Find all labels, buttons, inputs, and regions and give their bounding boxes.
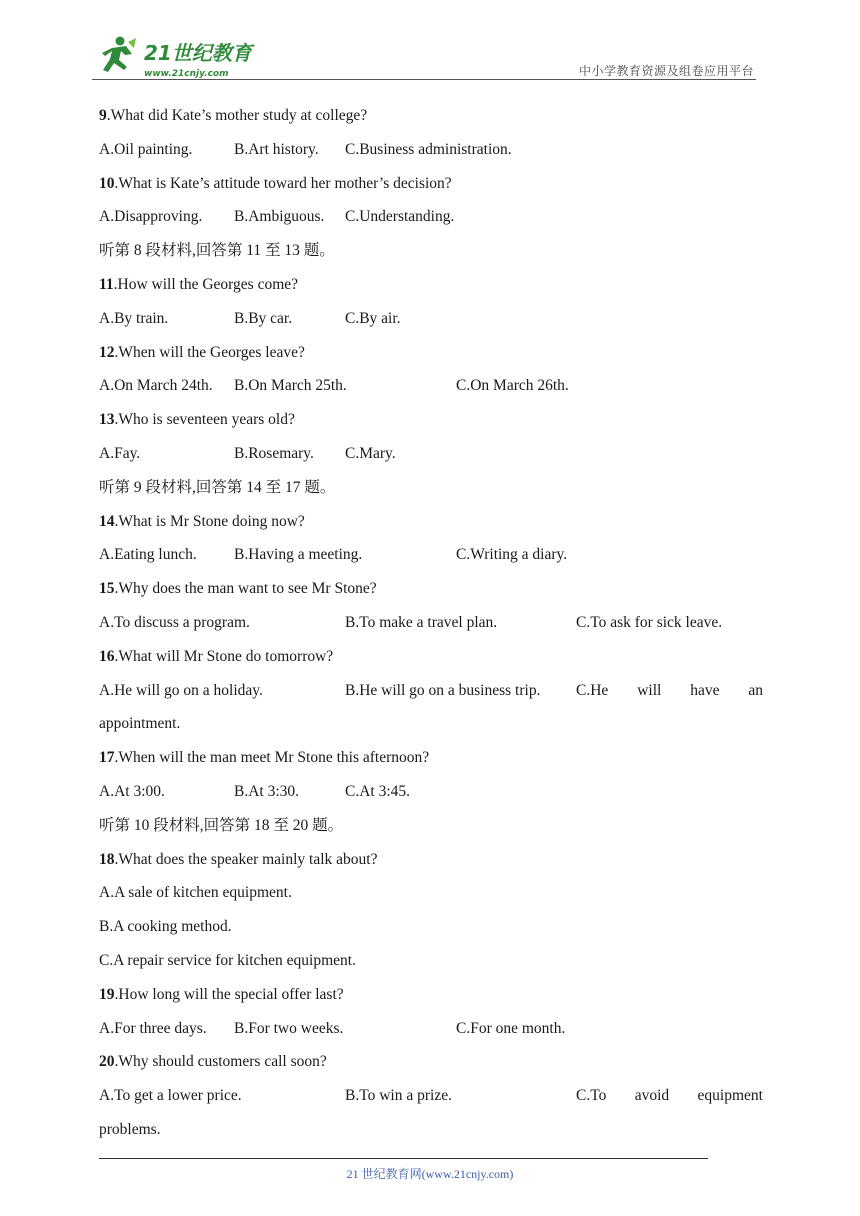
question-text: .What is Mr Stone doing now? bbox=[114, 512, 305, 530]
option-row bbox=[99, 304, 763, 338]
question-stem bbox=[99, 405, 763, 439]
question-number: 17 bbox=[99, 749, 115, 767]
question-number: 20 bbox=[99, 1053, 115, 1071]
option-b: B.Ambiguous. bbox=[234, 208, 325, 226]
question-stem bbox=[99, 642, 763, 676]
option-c: C.To ask for sick leave. bbox=[576, 613, 723, 631]
option-c-word: have bbox=[690, 681, 720, 699]
question-text: .What did Kate’s mother study at college? bbox=[106, 107, 368, 124]
option-row bbox=[99, 202, 763, 236]
option-a: A.To get a lower price. bbox=[99, 1087, 242, 1105]
question-number: 19 bbox=[99, 985, 115, 1003]
header-tagline: 中小学教育资源及组卷应用平台 bbox=[578, 64, 754, 78]
question-number: 14 bbox=[99, 512, 115, 530]
option-b: B.At 3:30. bbox=[234, 782, 300, 800]
question-stem bbox=[99, 101, 763, 135]
question-number: 18 bbox=[99, 850, 115, 868]
question-text: .Why should customers call soon? bbox=[114, 1053, 327, 1071]
option-row bbox=[99, 676, 763, 710]
page-header bbox=[92, 30, 756, 80]
option-c: C.Understanding. bbox=[345, 208, 455, 226]
footer-rule bbox=[99, 1158, 708, 1159]
section-instruction: 听第 9 段材料,回答第 14 至 17 题。 bbox=[99, 478, 336, 496]
question-text: .What is Kate’s attitude toward her mother’s decision? bbox=[114, 174, 452, 192]
question-number: 12 bbox=[99, 343, 115, 361]
brand-url: www.21cnjy.com bbox=[144, 69, 229, 79]
question-number: 13 bbox=[99, 411, 115, 429]
option-c bbox=[576, 676, 763, 710]
question-text: .Why does the man want to see Mr Stone? bbox=[114, 580, 377, 598]
option-b: B.He will go on a business trip. bbox=[345, 681, 541, 699]
question-stem bbox=[99, 574, 763, 608]
option-a: A.Oil painting. bbox=[99, 140, 193, 158]
section-instruction: 听第 10 段材料,回答第 18 至 20 题。 bbox=[99, 816, 344, 834]
option-c-word: C.He bbox=[576, 681, 609, 699]
question-number: 11 bbox=[99, 275, 114, 293]
question-text: .What will Mr Stone do tomorrow? bbox=[114, 647, 334, 665]
footer-text: 21 世纪教育网(www.21cnjy.com) bbox=[346, 1167, 514, 1181]
question-number: 15 bbox=[99, 580, 115, 598]
header-rule bbox=[92, 79, 756, 80]
question-text: .When will the Georges leave? bbox=[114, 343, 305, 361]
option-a: A.Disapproving. bbox=[99, 208, 203, 226]
question-text: .How will the Georges come? bbox=[113, 275, 299, 293]
option-row bbox=[99, 1014, 763, 1048]
option-b: B.Rosemary. bbox=[234, 444, 314, 462]
option-c: C.For one month. bbox=[456, 1019, 566, 1037]
option-row bbox=[99, 1081, 763, 1115]
question-text: .Who is seventeen years old? bbox=[114, 411, 295, 429]
option-b: B.Art history. bbox=[234, 140, 319, 158]
option-c: C.By air. bbox=[345, 309, 401, 327]
question-text: .How long will the special offer last? bbox=[114, 985, 344, 1003]
option-a: A.He will go on a holiday. bbox=[99, 681, 263, 699]
runner-icon bbox=[102, 37, 136, 73]
option-c: C.At 3:45. bbox=[345, 782, 411, 800]
option-b: B.For two weeks. bbox=[234, 1019, 344, 1037]
option-c bbox=[576, 1081, 763, 1115]
question-text: .When will the man meet Mr Stone this afternoon? bbox=[114, 749, 430, 767]
text-line: problems. bbox=[99, 1120, 161, 1138]
option-row bbox=[99, 540, 763, 574]
option-c-word: an bbox=[748, 681, 763, 699]
text-line: A.A sale of kitchen equipment. bbox=[99, 884, 292, 902]
question-stem bbox=[99, 507, 763, 541]
option-a: A.At 3:00. bbox=[99, 782, 165, 800]
text-line: appointment. bbox=[99, 715, 181, 733]
question-stem bbox=[99, 270, 763, 304]
option-c-word: C.To bbox=[576, 1087, 607, 1105]
option-a: A.Eating lunch. bbox=[99, 546, 197, 564]
option-c: C.Mary. bbox=[345, 444, 396, 462]
option-c-word: will bbox=[637, 681, 662, 699]
option-c: C.On March 26th. bbox=[456, 377, 569, 395]
option-row bbox=[99, 777, 763, 811]
option-row bbox=[99, 608, 763, 642]
question-list bbox=[99, 101, 763, 1149]
brand-name: 21世纪教育 bbox=[144, 41, 252, 65]
option-b: B.To win a prize. bbox=[345, 1087, 452, 1105]
section-instruction: 听第 8 段材料,回答第 11 至 13 题。 bbox=[99, 242, 335, 260]
option-b: B.To make a travel plan. bbox=[345, 613, 498, 631]
question-text: .What does the speaker mainly talk about? bbox=[114, 850, 378, 868]
option-row bbox=[99, 439, 763, 473]
option-row bbox=[99, 135, 763, 169]
question-stem bbox=[99, 1047, 763, 1081]
brand-logo bbox=[92, 34, 262, 80]
option-b: B.Having a meeting. bbox=[234, 546, 363, 564]
option-c: C.Writing a diary. bbox=[456, 546, 568, 564]
option-a: A.On March 24th. bbox=[99, 377, 213, 395]
option-b: B.By car. bbox=[234, 309, 293, 327]
option-a: A.Fay. bbox=[99, 444, 141, 462]
option-b: B.On March 25th. bbox=[234, 377, 347, 395]
question-stem bbox=[99, 980, 763, 1014]
option-a: A.To discuss a program. bbox=[99, 613, 250, 631]
option-a: A.By train. bbox=[99, 309, 169, 327]
question-number: 16 bbox=[99, 647, 115, 665]
text-line: C.A repair service for kitchen equipment. bbox=[99, 951, 356, 969]
question-stem bbox=[99, 845, 763, 879]
option-a: A.For three days. bbox=[99, 1019, 207, 1037]
option-c-word: equipment bbox=[697, 1087, 763, 1105]
question-number: 10 bbox=[99, 174, 115, 192]
option-c-word: avoid bbox=[634, 1087, 670, 1105]
question-stem bbox=[99, 338, 763, 372]
option-c: C.Business administration. bbox=[345, 140, 512, 158]
question-number: 9 bbox=[99, 107, 107, 124]
option-row bbox=[99, 371, 763, 405]
question-stem bbox=[99, 743, 763, 777]
text-line: B.A cooking method. bbox=[99, 918, 232, 936]
question-stem bbox=[99, 169, 763, 203]
